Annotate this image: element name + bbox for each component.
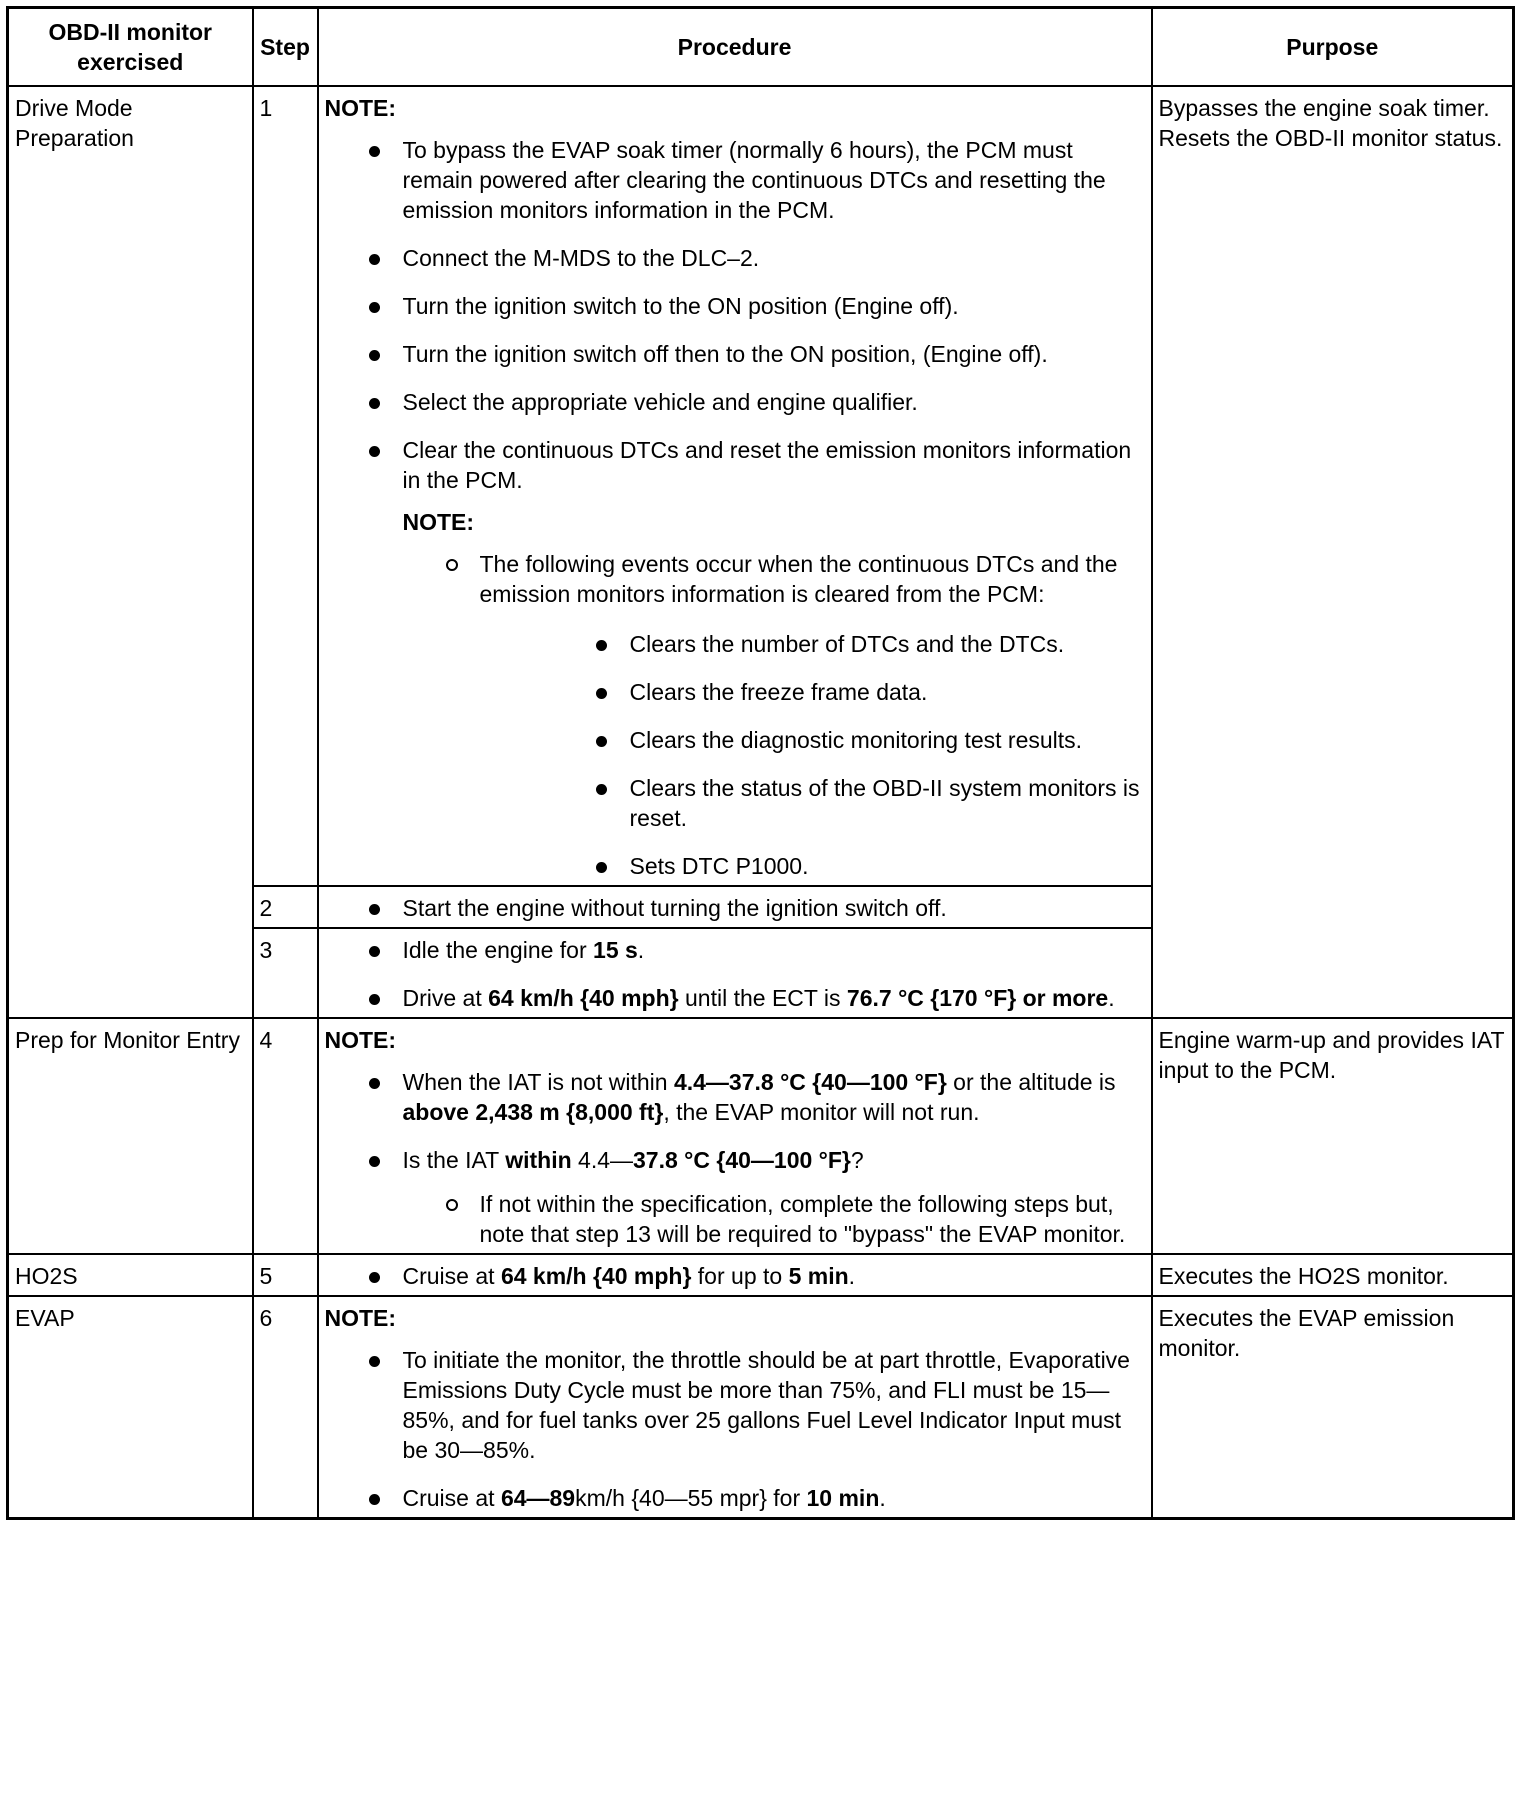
purpose-cell: Executes the HO2S monitor. — [1152, 1254, 1514, 1296]
table-row — [8, 1296, 1514, 1519]
list-item: Clears the diagnostic monitoring test results. — [325, 725, 1145, 755]
step-cell: 1 — [253, 86, 318, 886]
text-run: Is the IAT — [402, 1147, 506, 1173]
list-item: Clears the freeze frame data. — [325, 677, 1145, 707]
procedure-list — [325, 135, 1145, 495]
table-row — [8, 1254, 1514, 1296]
list-item: If not within the specification, complete the following steps but, note that step 13 will be required to "bypass" the EVAP monitor. — [325, 1189, 1145, 1249]
table-header-row — [8, 8, 1514, 87]
list-item — [325, 1067, 1145, 1127]
sub-list — [325, 549, 1145, 609]
bold-value: 15 s — [593, 937, 638, 963]
note-label: NOTE: — [324, 95, 397, 121]
text-run: 4.4— — [571, 1147, 634, 1173]
sub-list — [325, 1189, 1145, 1249]
list-item: Start the engine without turning the ignition switch off. — [325, 893, 1145, 923]
step-cell: 6 — [253, 1296, 318, 1519]
list-item — [325, 1483, 1145, 1513]
note-label: NOTE: — [324, 1027, 397, 1053]
purpose-cell: Engine warm-up and provides IAT input to the PCM. — [1152, 1018, 1514, 1254]
text-run: When the IAT is not within — [402, 1069, 674, 1095]
header-procedure: Procedure — [318, 8, 1152, 87]
text-run: ? — [850, 1147, 864, 1173]
text-run: Cruise at — [402, 1263, 501, 1289]
list-item: Connect the M-MDS to the DLC–2. — [325, 243, 1145, 273]
text-run: or the altitude is — [946, 1069, 1116, 1095]
procedure-cell — [318, 1018, 1152, 1254]
procedure-cell — [318, 86, 1152, 886]
sub-item-text: The following events occur when the continuous DTCs and the emission monitors information is cleared from the PCM: — [479, 551, 1118, 607]
text-run: until the ECT is — [678, 985, 847, 1011]
procedure-list — [325, 893, 1145, 923]
list-item: Clear the continuous DTCs and reset the emission monitors information in the PCM. — [325, 435, 1145, 495]
procedure-list — [325, 935, 1145, 1013]
monitor-cell: Drive Mode Preparation — [8, 86, 253, 1018]
events-list — [325, 629, 1145, 881]
list-item: Select the appropriate vehicle and engine qualifier. — [325, 387, 1145, 417]
list-item: Sets DTC P1000. — [325, 851, 1145, 881]
monitor-cell: HO2S — [8, 1254, 253, 1296]
header-monitor: OBD-II monitor exercised — [8, 8, 253, 87]
procedure-cell — [318, 1254, 1152, 1296]
bold-value: 10 min — [806, 1485, 880, 1511]
list-item: To initiate the monitor, the throttle should be at part throttle, Evaporative Emissions Duty Cycle must be more than 75%, and FLI must be 15—85%, and for fuel tanks over 25 gallons Fuel Level Indicator Input must be 30—85%. — [325, 1345, 1145, 1465]
text-run: Cruise at — [402, 1485, 501, 1511]
text-run: . — [1108, 985, 1115, 1011]
text-run: . — [879, 1485, 886, 1511]
bold-value: 64—89 — [500, 1485, 576, 1511]
text-run: . — [637, 937, 645, 963]
step-cell: 2 — [253, 886, 318, 928]
bold-value: 5 min — [788, 1263, 849, 1289]
procedure-cell — [318, 1296, 1152, 1519]
text-run: for up to — [691, 1263, 789, 1289]
list-item — [325, 935, 1145, 965]
list-item: Clears the status of the OBD-II system monitors is reset. — [325, 773, 1145, 833]
sub-note-label: NOTE: — [402, 509, 475, 535]
list-item: Turn the ignition switch off then to the ON position, (Engine off). — [325, 339, 1145, 369]
table-row — [8, 1018, 1514, 1254]
list-item: To bypass the EVAP soak timer (normally 6 hours), the PCM must remain powered after clearing the continuous DTCs and resetting the emission monitors information in the PCM. — [325, 135, 1145, 225]
list-item: Clears the number of DTCs and the DTCs. — [325, 629, 1145, 659]
step-cell: 4 — [253, 1018, 318, 1254]
header-purpose: Purpose — [1152, 8, 1514, 87]
procedure-cell — [318, 928, 1152, 1018]
purpose-cell: Bypasses the engine soak timer. Resets the OBD-II monitor status. — [1152, 86, 1514, 1018]
bold-value: 37.8 °C {40—100 °F} — [633, 1147, 851, 1173]
list-item: Turn the ignition switch to the ON position (Engine off). — [325, 291, 1145, 321]
purpose-cell: Executes the EVAP emission monitor. — [1152, 1296, 1514, 1519]
text-run: . — [848, 1263, 856, 1289]
bold-value: 4.4—37.8 °C {40—100 °F} — [673, 1069, 947, 1095]
procedure-list — [325, 1345, 1145, 1513]
step-cell: 5 — [253, 1254, 318, 1296]
bold-value: within — [505, 1147, 572, 1173]
list-item — [325, 1261, 1145, 1291]
step-cell: 3 — [253, 928, 318, 1018]
bold-value: 64 km/h {40 mph} — [500, 1263, 692, 1289]
bold-value: above 2,438 m {8,000 ft} — [402, 1099, 664, 1125]
procedure-cell — [318, 886, 1152, 928]
monitor-cell: EVAP — [8, 1296, 253, 1519]
procedure-list — [325, 1261, 1145, 1291]
list-item — [325, 983, 1145, 1013]
header-step: Step — [253, 8, 318, 87]
monitor-cell: Prep for Monitor Entry — [8, 1018, 253, 1254]
procedure-list — [325, 1067, 1145, 1175]
text-run: , the EVAP monitor will not run. — [663, 1099, 980, 1125]
table-row — [8, 86, 1514, 886]
text-run: Drive at — [402, 985, 489, 1011]
text-run: Idle the engine for — [402, 937, 594, 963]
list-item — [325, 549, 1145, 609]
note-label: NOTE: — [324, 1305, 397, 1331]
text-run: km/h {40—55 mpr} for — [575, 1485, 807, 1511]
bold-value: 76.7 °C {170 °F} or more — [846, 985, 1109, 1011]
list-item — [325, 1145, 1145, 1175]
bold-value: 64 km/h {40 mph} — [488, 985, 679, 1011]
obd-drive-mode-table — [6, 6, 1515, 1520]
